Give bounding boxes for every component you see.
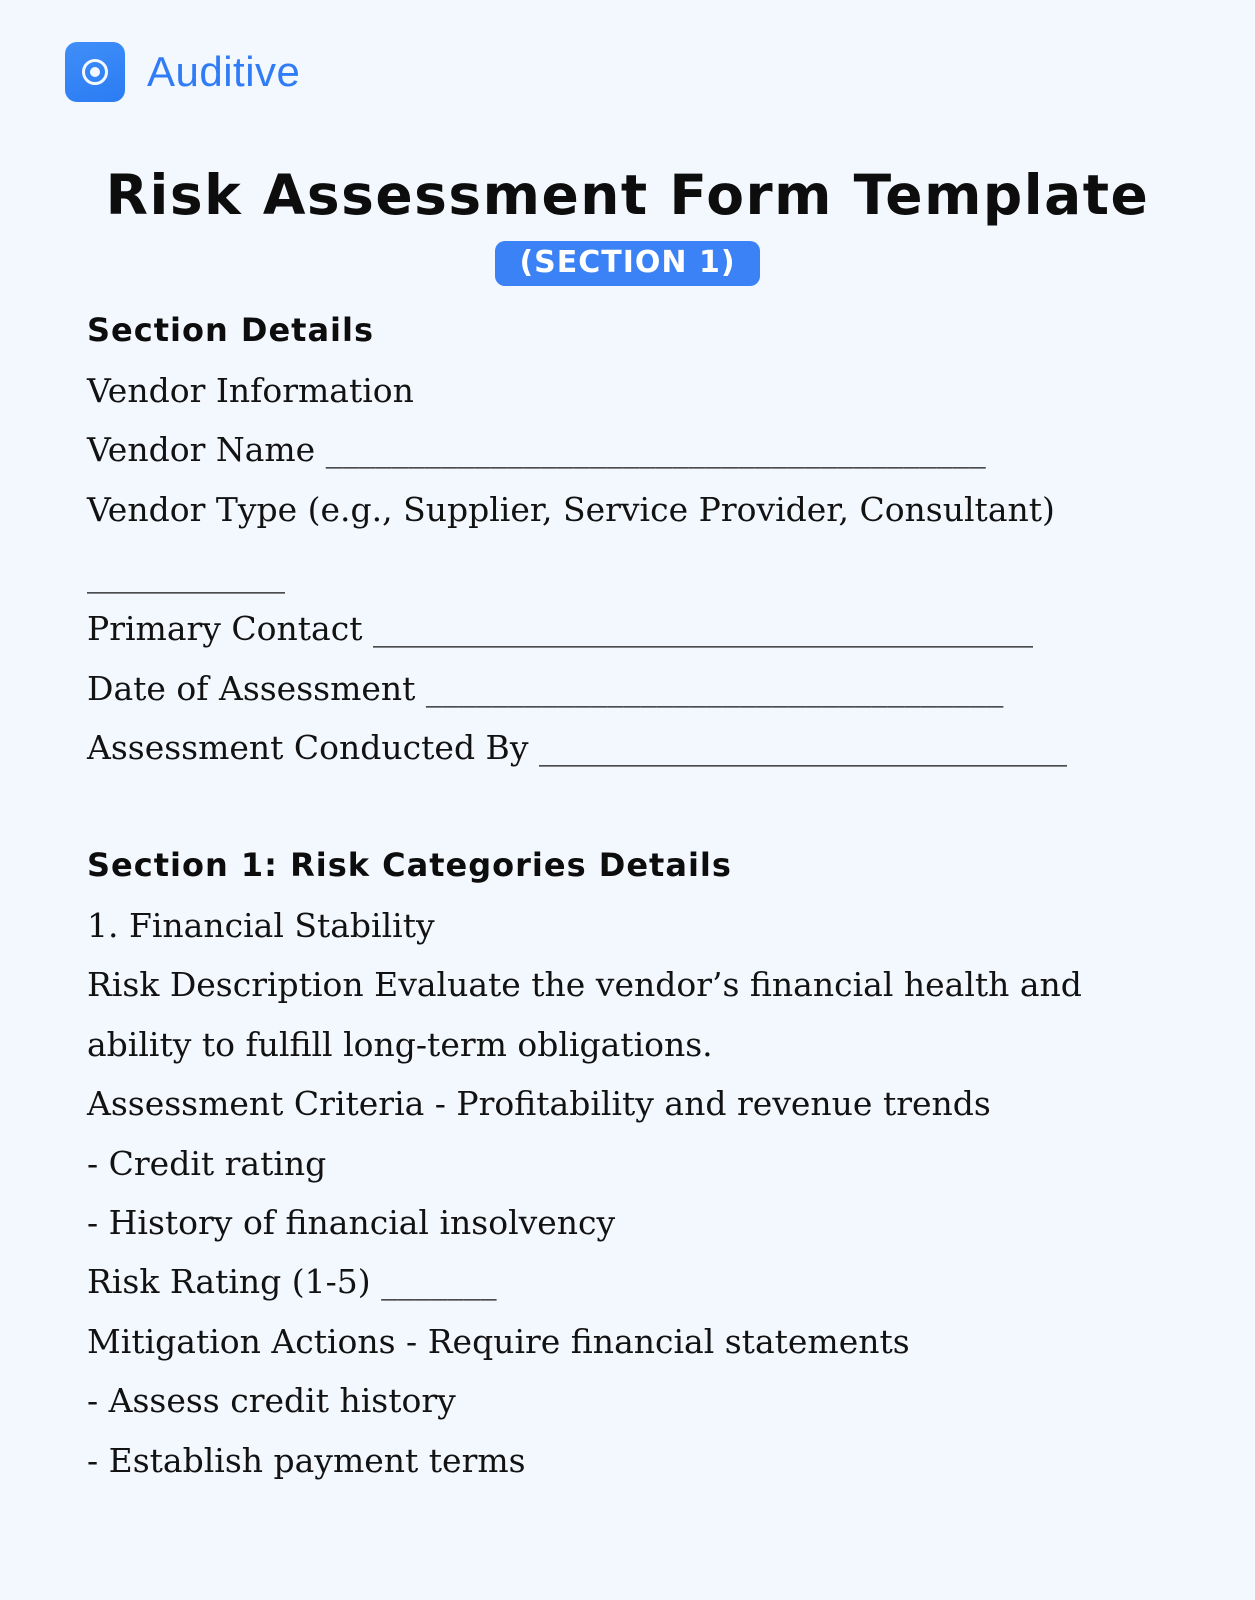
assessment-criteria-line: Assessment Criteria - Profitability and revenue trends xyxy=(87,1084,991,1123)
risk-rating-field: Risk Rating (1-5) _______ xyxy=(87,1262,497,1301)
mitigation-actions-line: Mitigation Actions - Require financial statements xyxy=(87,1322,910,1361)
vendor-information-label: Vendor Information xyxy=(87,371,414,410)
mitigation-payment-terms: - Establish payment terms xyxy=(87,1441,526,1480)
section-details-heading: Section Details xyxy=(87,311,375,349)
page-title: Risk Assessment Form Template xyxy=(105,163,1150,227)
vendor-type-blank: ____________ xyxy=(87,555,285,594)
criteria-credit-rating: - Credit rating xyxy=(87,1144,327,1183)
vendor-type-field: Vendor Type (e.g., Supplier, Service Provider, Consultant) xyxy=(87,490,1055,529)
mitigation-credit-history: - Assess credit history xyxy=(87,1381,456,1420)
criteria-insolvency-history: - History of financial insolvency xyxy=(87,1203,616,1242)
brand xyxy=(65,42,300,102)
target-icon xyxy=(65,42,125,102)
section-badge: (SECTION 1) xyxy=(495,241,759,286)
risk-description-line-2: ability to fulfill long-term obligations. xyxy=(87,1025,713,1064)
brand-name: Auditive xyxy=(147,48,301,95)
vendor-name-field: Vendor Name ________________________________________ xyxy=(87,430,986,469)
risk-categories-heading: Section 1: Risk Categories Details xyxy=(87,846,732,884)
primary-contact-field: Primary Contact ________________________________________ xyxy=(87,609,1033,648)
assessment-conducted-by-field: Assessment Conducted By ________________________________ xyxy=(87,728,1067,767)
assessment-date-field: Date of Assessment ___________________________________ xyxy=(87,669,1004,708)
financial-stability-title: 1. Financial Stability xyxy=(87,906,435,945)
section-badge-wrap xyxy=(0,241,1255,286)
risk-description-line-1: Risk Description Evaluate the vendor’s financial health and xyxy=(87,965,1082,1004)
